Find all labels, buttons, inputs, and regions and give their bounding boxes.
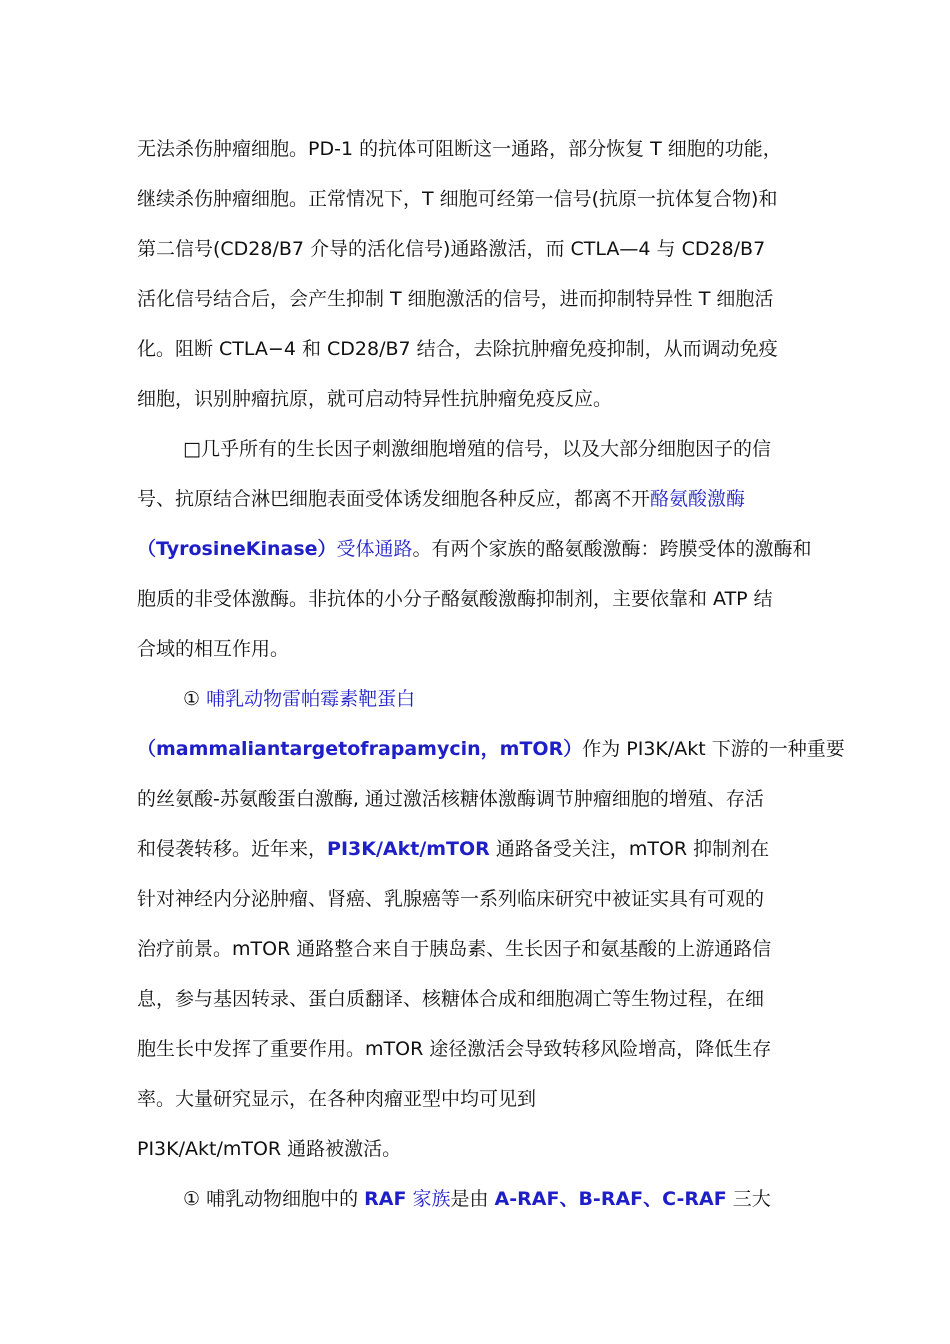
text-line-11: 合域的相互作用。 <box>137 638 290 660</box>
tyrosine-kinase-link[interactable]: 酪氨酸激酶 <box>650 488 746 510</box>
mtor-english-link[interactable]: （mammaliantargetofrapamycin，mTOR） <box>137 738 583 760</box>
text-line-9 <box>137 537 812 561</box>
raf-link[interactable]: RAF <box>364 1188 407 1210</box>
text-segment: 作为 PI3K/Akt 下游的一种重要 <box>582 738 845 760</box>
text-line-18: 息，参与基因转录、蛋白质翻译、核糖体合成和细胞凋亡等生物过程，在细 <box>137 988 765 1010</box>
text-line-15 <box>137 837 769 861</box>
text-line-6: 细胞，识别肿瘤抗原，就可启动特异性抗肿瘤免疫反应。 <box>137 388 613 410</box>
receptor-pathway-link[interactable]: 受体通路 <box>336 538 413 560</box>
text-segment: 通路备受关注，mTOR 抑制剂在 <box>489 838 770 860</box>
text-segment: 是由 <box>450 1188 495 1210</box>
text-line-19: 胞生长中发挥了重要作用。mTOR 途径激活会导致转移风险增高，降低生存 <box>137 1038 772 1060</box>
raf-members-link[interactable]: A-RAF、B-RAF、C-RAF <box>494 1188 727 1210</box>
pi3k-akt-mtor-link[interactable]: PI3K/Akt/mTOR <box>327 838 490 860</box>
text-line-17: 治疗前景。mTOR 通路整合来自于胰岛素、生长因子和氨基酸的上游通路信 <box>137 938 772 960</box>
text-line-8 <box>137 487 745 511</box>
text-line-12 <box>183 687 415 711</box>
text-segment: ① 哺乳动物细胞中的 <box>183 1188 365 1210</box>
text-line-2: 继续杀伤肿瘤细胞。正常情况下，T 细胞可经第一信号(抗原一抗体复合物)和 <box>137 188 778 210</box>
text-line-20: 率。大量研究显示，在各种肉瘤亚型中均可见到 <box>137 1088 537 1110</box>
text-line-21: PI3K/Akt/mTOR 通路被激活。 <box>137 1138 402 1160</box>
text-segment: 。有两个家族的酪氨酸激酶：跨膜受体的激酶和 <box>412 538 812 560</box>
text-line-3: 第二信号(CD28/B7 介导的活化信号)通路激活，而 CTLA—4 与 CD28/B7 <box>137 238 766 260</box>
text-line-22 <box>183 1187 771 1211</box>
text-line-4: 活化信号结合后，会产生抑制 T 细胞激活的信号，进而抑制特异性 T 细胞活 <box>137 288 774 310</box>
circled-number: ① <box>183 688 207 710</box>
text-line-5: 化。阻断 CTLA−4 和 CD28/B7 结合，去除抗肿瘤免疫抑制，从而调动免疫 <box>137 338 778 360</box>
text-line-10: 胞质的非受体激酶。非抗体的小分子酪氨酸激酶抑制剂，主要依靠和 ATP 结 <box>137 588 773 610</box>
text-line-13 <box>137 737 845 761</box>
text-line-14: 的丝氨酸-苏氨酸蛋白激酶, 通过激活核糖体激酶调节肿瘤细胞的增殖、存活 <box>137 788 764 810</box>
mtor-link[interactable]: 哺乳动物雷帕霉素靶蛋白 <box>206 688 416 710</box>
text-segment: 号、抗原结合淋巴细胞表面受体诱发细胞各种反应，都离不开 <box>137 488 651 510</box>
text-line-7: □几乎所有的生长因子刺激细胞增殖的信号，以及大部分细胞因子的信 <box>183 438 771 460</box>
raf-family-link[interactable]: 家族 <box>406 1188 451 1210</box>
text-line-1: 无法杀伤肿瘤细胞。PD-1 的抗体可阻断这一通路，部分恢复 T 细胞的功能， <box>137 138 782 160</box>
text-line-16: 针对神经内分泌肿瘤、肾癌、乳腺癌等一系列临床研究中被证实具有可观的 <box>137 888 765 910</box>
tyrosine-kinase-english-link[interactable]: （TyrosineKinase） <box>137 538 337 560</box>
text-segment: 和侵袭转移。近年来， <box>137 838 328 860</box>
text-segment: 三大 <box>726 1188 771 1210</box>
